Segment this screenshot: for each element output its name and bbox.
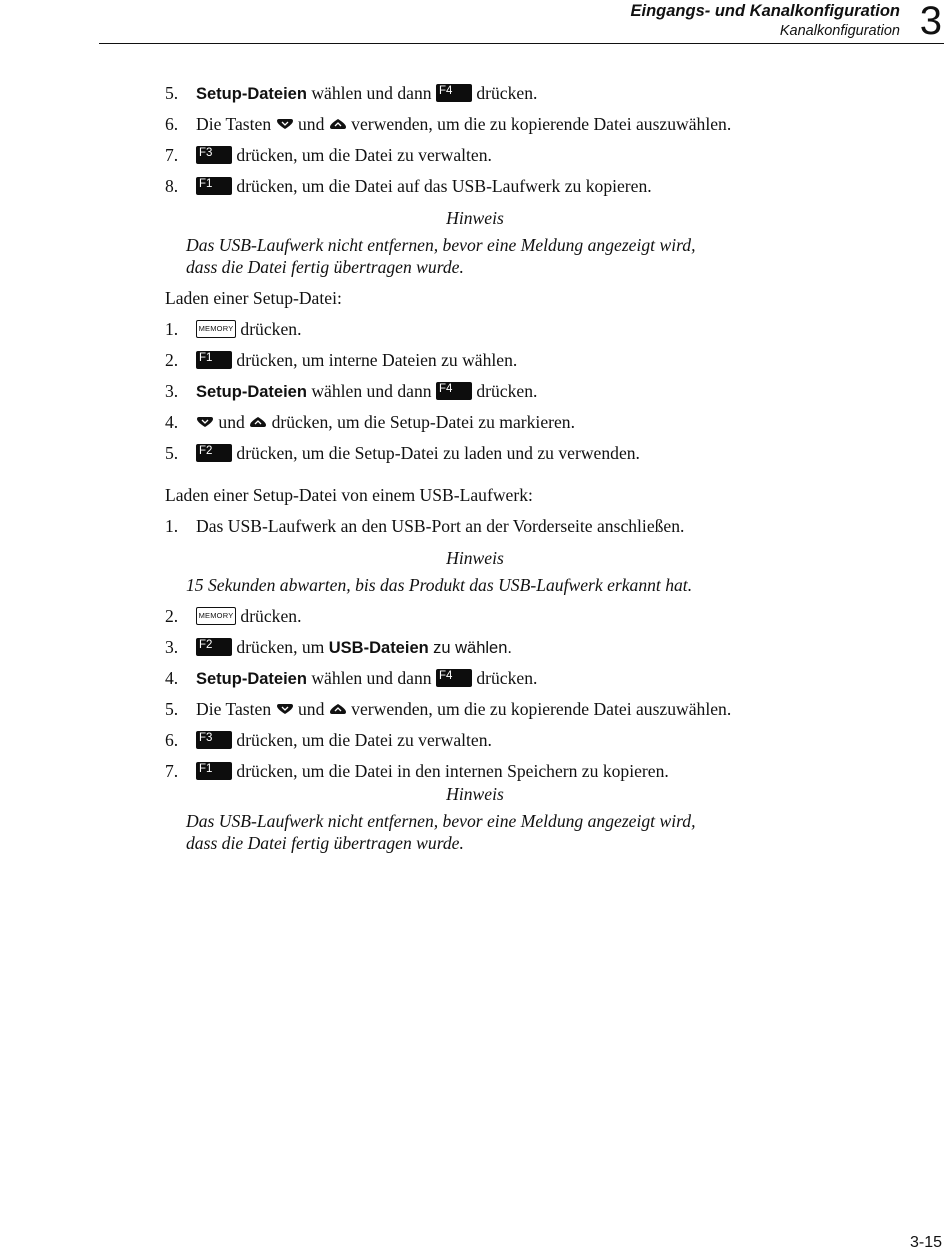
arrow-up-icon (329, 119, 347, 129)
step-text (196, 605, 301, 627)
note-title: Hinweis (446, 784, 504, 804)
note-text: 15 Sekunden abwarten, bis das Produkt das USB-Laufwerk erkannt hat. (186, 575, 693, 595)
step-number: 2. (165, 606, 179, 626)
arrow-down-icon (276, 119, 294, 129)
step-phrase: wählen und dann (311, 381, 432, 401)
step-text (196, 175, 652, 197)
step-phrase: drücken, um die Datei auf das USB-Laufwerk zu kopieren. (236, 176, 652, 196)
note-title: Hinweis (446, 208, 504, 228)
step-text (196, 82, 537, 105)
step-phrase: Die Tasten (196, 699, 272, 719)
step-number: 7. (165, 145, 179, 165)
f2-key-icon: F2 (196, 444, 232, 462)
step-phrase: und (218, 412, 245, 432)
memory-key-icon: MEMORY (196, 320, 236, 338)
step-text (196, 113, 731, 135)
f2-key-icon: F2 (196, 638, 232, 656)
f4-key-icon: F4 (436, 669, 472, 687)
step-phrase: zu wählen. (433, 639, 512, 657)
step-number: 8. (165, 176, 179, 196)
step-text: Das USB-Laufwerk an den USB-Port an der Vorderseite anschließen. (196, 516, 685, 536)
step-text (196, 411, 575, 433)
step-number: 4. (165, 412, 179, 432)
arrow-down-icon (276, 704, 294, 714)
step-number: 3. (165, 637, 179, 657)
page-header (0, 0, 950, 46)
step-number: 2. (165, 350, 179, 370)
note-text: Das USB-Laufwerk nicht entfernen, bevor eine Meldung angezeigt wird, (186, 811, 696, 831)
f4-key-icon: F4 (436, 382, 472, 400)
step-text (196, 698, 731, 720)
step-phrase: drücken. (476, 381, 538, 401)
step-phrase: drücken. (240, 606, 302, 626)
section-heading: Laden einer Setup-Datei von einem USB-Laufwerk: (165, 485, 533, 505)
step-phrase: drücken. (240, 319, 302, 339)
step-phrase: und (297, 114, 325, 134)
step-number: 4. (165, 668, 179, 688)
step-text (196, 442, 640, 464)
section-heading: Laden einer Setup-Datei: (165, 288, 342, 308)
f3-key-icon: F3 (196, 146, 232, 164)
header-title: Eingangs- und Kanalkonfiguration (630, 2, 900, 20)
arrow-down-icon (196, 417, 214, 427)
arrow-up-icon (249, 417, 267, 427)
step-phrase: drücken. (476, 83, 538, 103)
step-number: 1. (165, 319, 179, 339)
step-number: 6. (165, 114, 179, 134)
step-phrase: drücken, um die Setup-Datei zu markieren. (271, 412, 575, 432)
step-phrase: Die Tasten (196, 114, 272, 134)
step-phrase: drücken. (476, 668, 538, 688)
step-number: 1. (165, 516, 179, 536)
step-phrase: wählen und dann (311, 83, 432, 103)
step-phrase: drücken, um (236, 637, 325, 657)
step-number: 5. (165, 83, 179, 103)
chapter-number: 3 (919, 0, 942, 43)
f1-key-icon: F1 (196, 177, 232, 195)
header-rule (99, 43, 944, 44)
memory-key-icon: MEMORY (196, 607, 236, 625)
step-text (196, 349, 517, 371)
usb-files-label: USB-Dateien (328, 639, 429, 657)
arrow-up-icon (329, 704, 347, 714)
step-number: 6. (165, 730, 179, 750)
page-number: 3-15 (909, 1234, 942, 1251)
step-text (196, 667, 537, 690)
step-text (196, 729, 492, 751)
step-text (196, 380, 537, 403)
step-phrase: wählen und dann (311, 668, 432, 688)
step-phrase: verwenden, um die zu kopierende Datei auszuwählen. (351, 699, 732, 719)
setup-files-label: Setup-Dateien (196, 383, 307, 401)
f1-key-icon: F1 (196, 351, 232, 369)
step-text (196, 318, 301, 340)
step-text (196, 760, 669, 782)
step-phrase: und (297, 699, 325, 719)
header-subtitle: Kanalkonfiguration (779, 23, 900, 39)
step-phrase: drücken, um interne Dateien zu wählen. (236, 350, 518, 370)
step-text (196, 636, 512, 659)
f3-key-icon: F3 (196, 731, 232, 749)
note-text: dass die Datei fertig übertragen wurde. (186, 257, 464, 277)
step-phrase: drücken, um die Datei zu verwalten. (236, 145, 492, 165)
step-number: 3. (165, 381, 179, 401)
setup-files-label: Setup-Dateien (196, 670, 307, 688)
f4-key-icon: F4 (436, 84, 472, 102)
step-number: 5. (165, 443, 179, 463)
f1-key-icon: F1 (196, 762, 232, 780)
note-title: Hinweis (446, 548, 504, 568)
step-number: 7. (165, 761, 179, 781)
step-phrase: drücken, um die Setup-Datei zu laden und zu verwenden. (236, 443, 640, 463)
step-phrase: drücken, um die Datei in den internen Speichern zu kopieren. (236, 761, 669, 781)
note-text: dass die Datei fertig übertragen wurde. (186, 833, 464, 853)
step-phrase: drücken, um die Datei zu verwalten. (236, 730, 492, 750)
step-number: 5. (165, 699, 179, 719)
note-text: Das USB-Laufwerk nicht entfernen, bevor eine Meldung angezeigt wird, (186, 235, 696, 255)
setup-files-label: Setup-Dateien (196, 85, 307, 103)
step-text (196, 144, 492, 166)
step-phrase: verwenden, um die zu kopierende Datei auszuwählen. (351, 114, 732, 134)
